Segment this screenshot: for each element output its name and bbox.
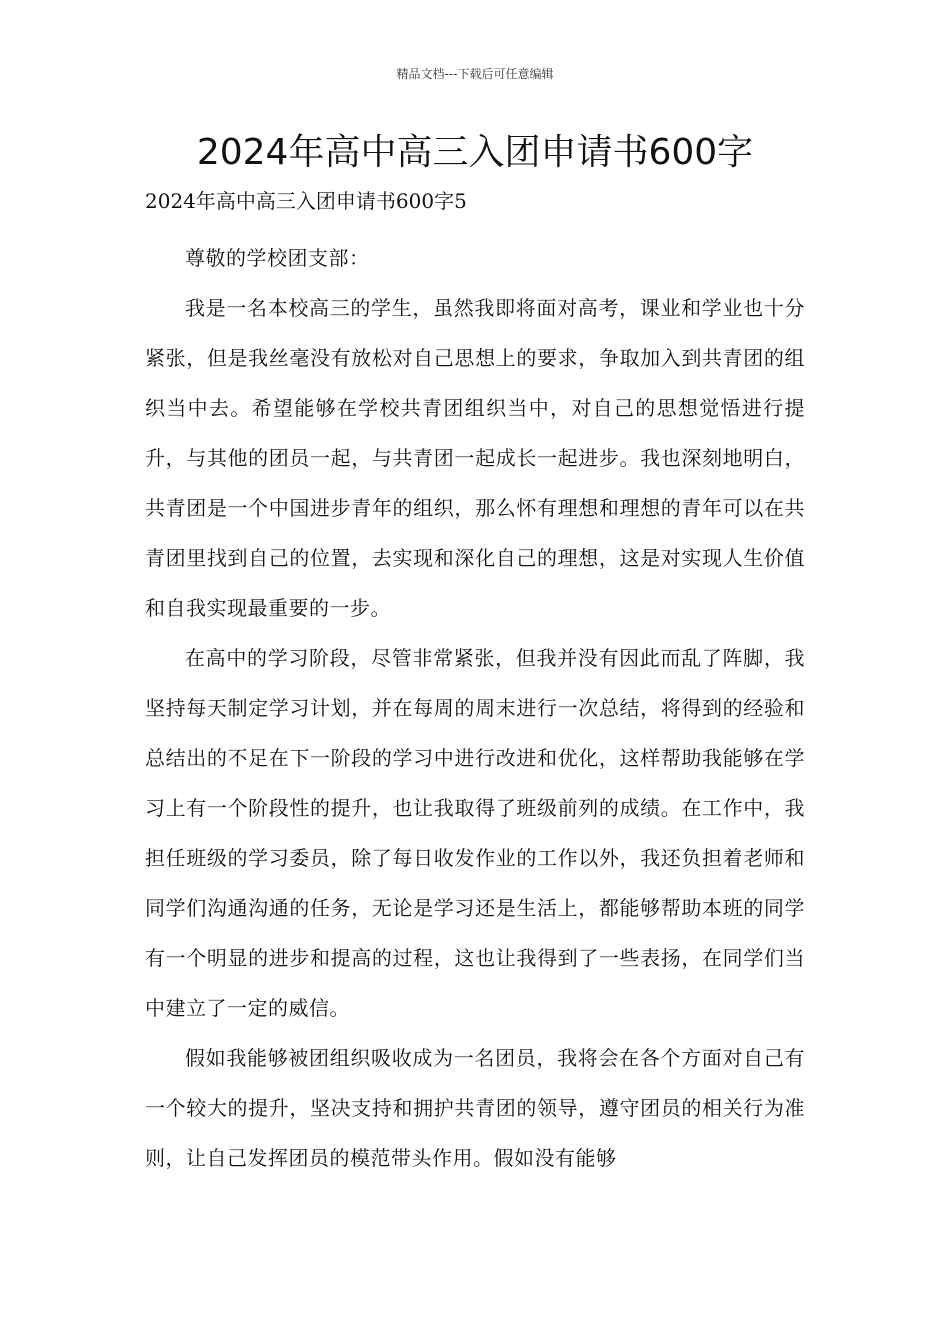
page-header: 精品文档---下载后可任意编辑: [396, 67, 554, 81]
document-title: 2024年高中高三入团申请书600字: [196, 132, 754, 173]
paragraph-1: 我是一名本校高三的学生，虽然我即将面对高考，课业和学业也十分紧张，但是我丝毫没有放松对自己思想上的要求，争取加入到共青团的组织当中去。希望能够在学校共青团组织当中，对自己的思想觉悟进行提升，与其他的团员一起，与共青团一起成长一起进步。我也深刻地明白，共青团是一个中国进步青年的组织，那么怀有理想和理想的青年可以在共青团里找到自己的位置，去实现和深化自己的理想，这是对实现人生价值和自我实现最重要的一步。: [145, 296, 805, 620]
salutation: 尊敬的学校团支部：: [185, 246, 370, 270]
document-body: [145, 233, 805, 1183]
document-subtitle: 2024年高中高三入团申请书600字5: [145, 189, 467, 213]
paragraph-2: 在高中的学习阶段，尽管非常紧张，但我并没有因此而乱了阵脚，我坚持每天制定学习计划，并在每周的周末进行一次总结，将得到的经验和总结出的不足在下一阶段的学习中进行改进和优化，这样帮助我能够在学习上有一个阶段性的提升，也让我取得了班级前列的成绩。在工作中，我担任班级的学习委员，除了每日收发作业的工作以外，我还负担着老师和同学们沟通沟通的任务，无论是学习还是生活上，都能够帮助本班的同学有一个明显的进步和提高的过程，这也让我得到了一些表扬，在同学们当中建立了一定的威信。: [145, 646, 805, 1020]
paragraph-3: 假如我能够被团组织吸收成为一名团员，我将会在各个方面对自己有一个较大的提升，坚决支持和拥护共青团的领导，遵守团员的相关行为准则，让自己发挥团员的模范带头作用。假如没有能够: [145, 1046, 805, 1170]
